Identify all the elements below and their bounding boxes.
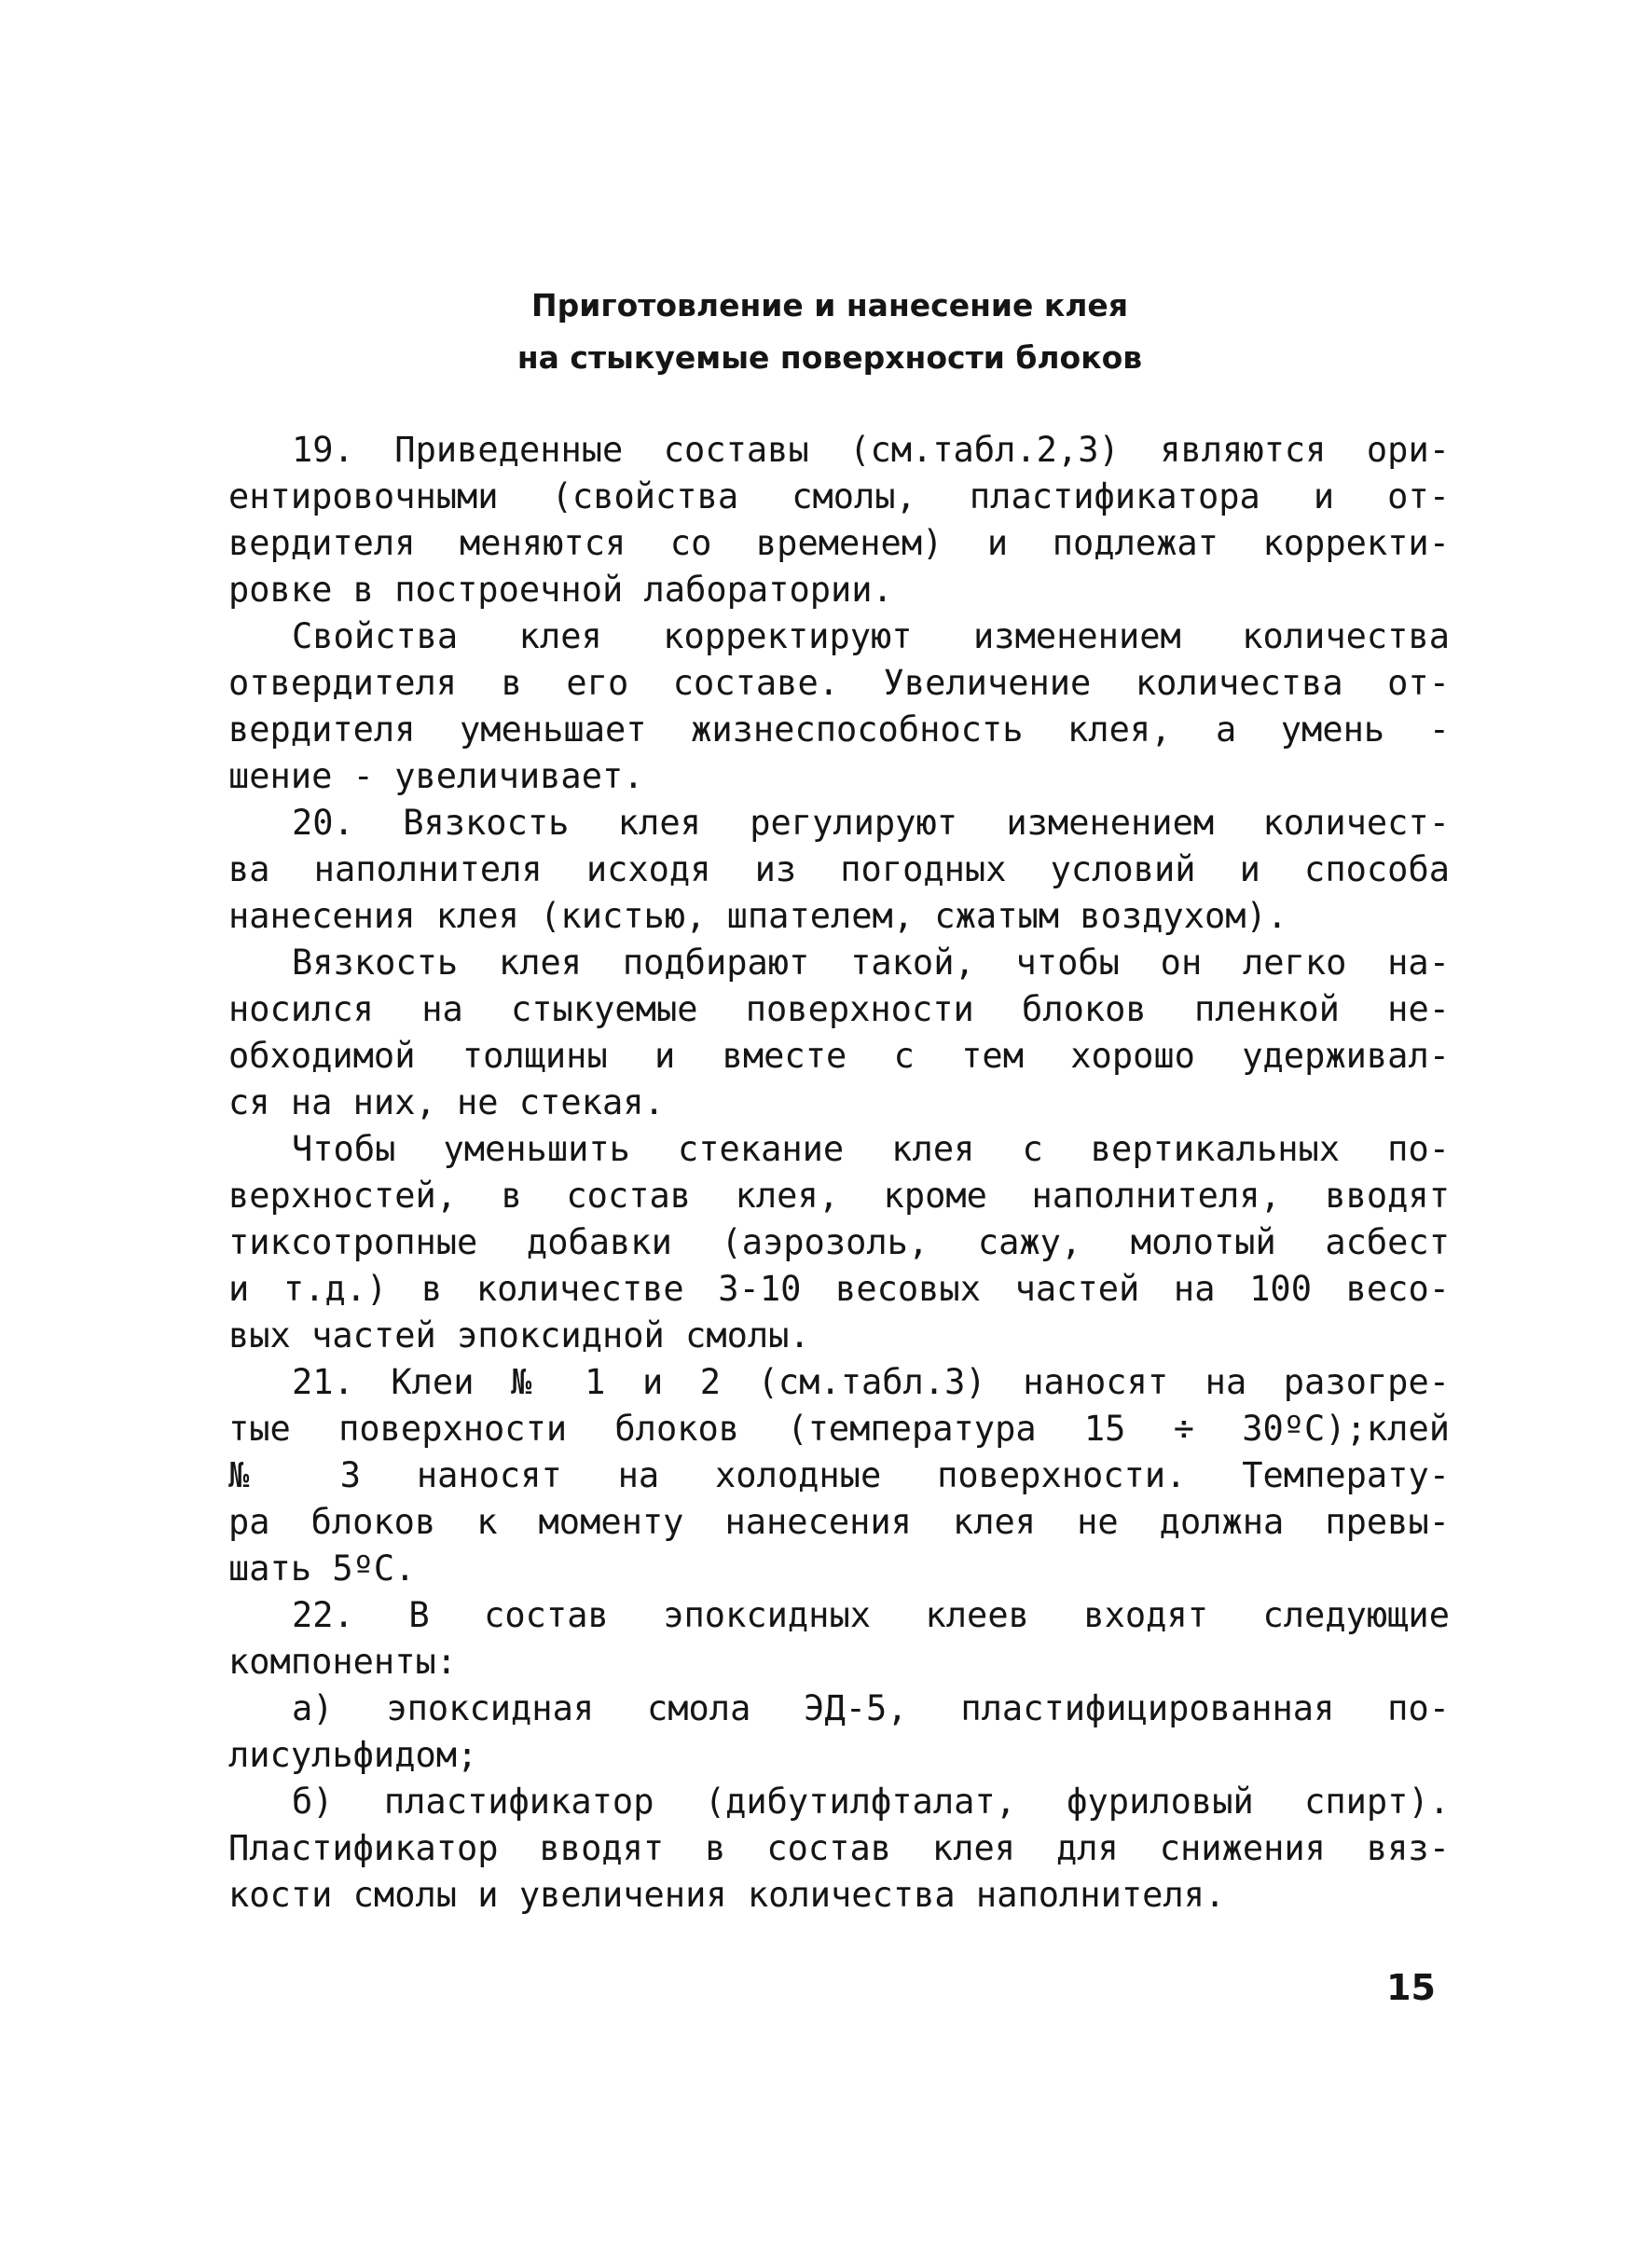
text-line: вых частей эпоксидной смолы.	[228, 1315, 810, 1356]
text-line: 19. Приведенные составы (см.табл.2,3) являются ори-	[292, 430, 1450, 470]
text-line: ентировочными (свойства смолы, пластификатора и от-	[228, 476, 1450, 516]
body-text	[228, 427, 1450, 1919]
text-line: отвердителя в его составе. Увеличение количества от-	[228, 663, 1450, 703]
text-line: тиксотропные добавки (аэрозоль, сажу, молотый асбест	[228, 1222, 1450, 1262]
paragraph	[228, 427, 1450, 613]
section-heading	[336, 280, 1324, 384]
paragraph	[228, 800, 1450, 940]
text-line: Чтобы уменьшить стекание клея с вертикальных по-	[292, 1129, 1450, 1169]
text-line: нанесения клея (кистью, шпателем, сжатым воздухом).	[228, 896, 1288, 936]
paragraph	[228, 613, 1450, 800]
text-line: ся на них, не стекая.	[228, 1082, 665, 1122]
text-line: шать 5ºС.	[228, 1548, 416, 1589]
text-line: ра блоков к моменту нанесения клея не должна превы-	[228, 1502, 1450, 1542]
paragraph	[228, 940, 1450, 1126]
text-line: Пластификатор вводят в состав клея для снижения вяз-	[228, 1828, 1450, 1868]
heading-line-2: на стыкуемые поверхности блоков	[516, 339, 1143, 376]
text-line: 22. В состав эпоксидных клеев входят следующие	[292, 1595, 1450, 1635]
heading-line-1: Приготовление и нанесение клея	[530, 287, 1129, 323]
text-line: обходимой толщины и вместе с тем хорошо удерживал-	[228, 1036, 1450, 1076]
text-line: тые поверхности блоков (температура 15 ÷ 30ºС);клей	[228, 1409, 1450, 1449]
paragraph	[228, 1779, 1450, 1919]
text-line: вердителя уменьшает жизнеспособность клея, а умень -	[228, 709, 1450, 750]
text-line: носился на стыкуемые поверхности блоков пленкой не-	[228, 989, 1450, 1029]
text-line: а) эпоксидная смола ЭД-5, пластифицированная по-	[292, 1688, 1450, 1728]
paragraph	[228, 1126, 1450, 1359]
text-line: б) пластификатор (дибутилфталат, фуриловый спирт).	[292, 1782, 1450, 1822]
page-number: 15	[1386, 1967, 1436, 2008]
text-line: вердителя меняются со временем) и подлежат корректи-	[228, 523, 1450, 563]
text-line: ва наполнителя исходя из погодных условий и способа	[228, 849, 1450, 889]
text-line: компоненты:	[228, 1642, 458, 1682]
text-line: шение - увеличивает.	[228, 756, 644, 796]
text-line: лисульфидом;	[228, 1735, 478, 1775]
text-line: ровке в построечной лаборатории.	[228, 570, 893, 610]
text-line: 21. Клеи № 1 и 2 (см.табл.3) наносят на разогре-	[292, 1362, 1450, 1402]
text-line: Вязкость клея подбирают такой, чтобы он легко на-	[292, 943, 1450, 983]
text-line: Свойства клея корректируют изменением количества	[292, 616, 1450, 656]
paragraph	[228, 1359, 1450, 1592]
text-line: 20. Вязкость клея регулируют изменением количест-	[292, 803, 1450, 843]
paragraph	[228, 1592, 1450, 1686]
text-line: и т.д.) в количестве 3-10 весовых частей на 100 весо-	[228, 1269, 1450, 1309]
text-line: № 3 наносят на холодные поверхности. Температу-	[228, 1455, 1450, 1495]
text-line: кости смолы и увеличения количества наполнителя.	[228, 1875, 1226, 1915]
text-line: верхностей, в состав клея, кроме наполнителя, вводят	[228, 1176, 1450, 1216]
paragraph	[228, 1686, 1450, 1779]
